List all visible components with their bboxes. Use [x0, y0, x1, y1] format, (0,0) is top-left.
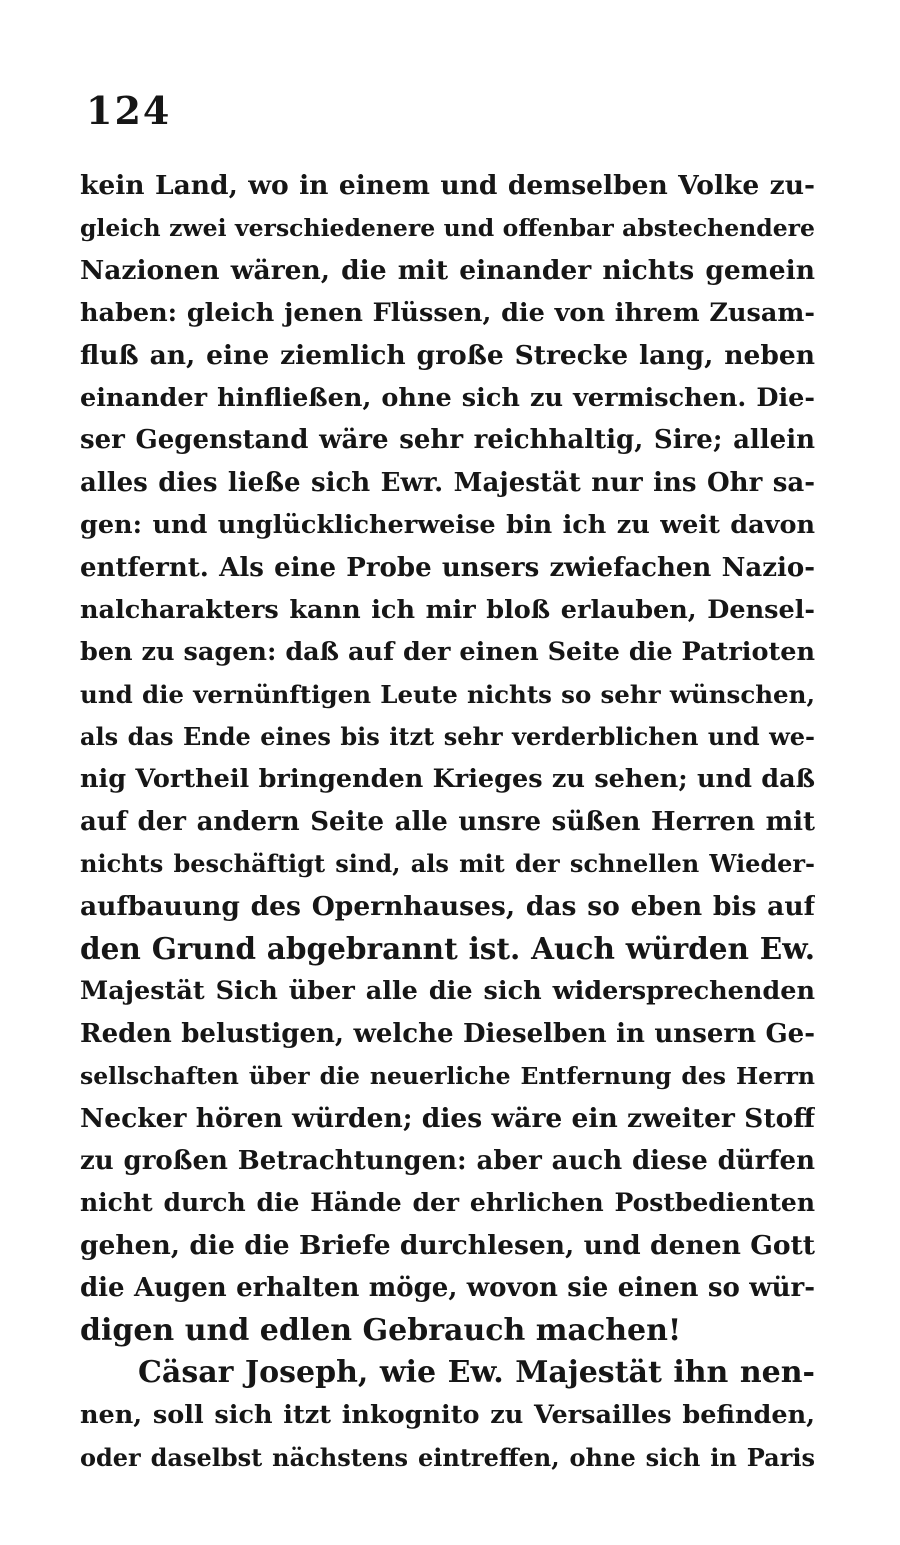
body-text: [80, 165, 815, 1479]
text-line-20: Majestät Sich über alle die sich widersprechenden: [80, 976, 815, 1007]
text-line-21: Reden belustigen, welche Dieselben in unsern Ge-: [80, 1018, 815, 1049]
text-line-5: fluß an, eine ziemlich große Strecke lang, neben: [80, 339, 815, 371]
text-line-28: digen und edlen Gebrauch machen!: [80, 1312, 682, 1348]
text-line-23: Necker hören würden; dies wäre ein zweiter Stoff: [80, 1102, 815, 1134]
text-line-9: gen: und unglücklicherweise bin ich zu weit davon: [80, 510, 815, 541]
text-line-11: nalcharakters kann ich mir bloß erlauben, Densel-: [80, 594, 815, 625]
text-line-25: nicht durch die Hände der ehrlichen Postbedienten: [80, 1188, 815, 1218]
text-line-30: nen, soll sich itzt inkognito zu Versailles befinden,: [80, 1400, 815, 1431]
text-line-27: die Augen erhalten möge, wovon sie einen so wür-: [80, 1273, 815, 1304]
text-line-4: haben: gleich jenen Flüssen, die von ihrem Zusam-: [80, 298, 815, 329]
text-line-7: ser Gegenstand wäre sehr reichhaltig, Sire; allein: [80, 425, 815, 456]
text-line-1: kein Land, wo in einem und demselben Volke zu-: [80, 170, 815, 201]
text-line-18: aufbauung des Opernhauses, das so eben bis auf: [80, 890, 815, 922]
text-line-24: zu großen Betrachtungen: aber auch diese dürfen: [80, 1145, 815, 1176]
text-line-13: und die vernünftigen Leute nichts so sehr wünschen,: [80, 679, 815, 709]
text-line-22: sellschaften über die neuerliche Entfernung des Herrn: [80, 1062, 815, 1091]
text-line-26: gehen, die die Briefe durchlesen, und denen Gott: [80, 1229, 815, 1261]
text-line-31: oder daselbst nächstens eintreffen, ohne sich in Paris: [80, 1442, 815, 1472]
text-line-15: nig Vortheil bringenden Krieges zu sehen; und daß: [80, 764, 815, 795]
text-line-12: ben zu sagen: daß auf der einen Seite die Patrioten: [80, 637, 815, 668]
text-line-2: gleich zwei verschiedenere und offenbar abstechendere: [80, 214, 815, 243]
text-line-14: als das Ende eines bis itzt sehr verderblichen und we-: [80, 722, 815, 752]
text-line-29: Cäsar Joseph, wie Ew. Majestät ihn nen-: [138, 1354, 815, 1390]
text-line-17: nichts beschäftigt sind, als mit der schnellen Wieder-: [80, 849, 815, 879]
text-line-6: einander hinfließen, ohne sich zu vermischen. Die-: [80, 382, 815, 413]
text-line-8: alles dies ließe sich Ewr. Majestät nur ins Ohr sa-: [80, 467, 815, 498]
page-number: 124: [86, 88, 172, 133]
text-line-19: den Grund abgebrannt ist. Auch würden Ew.: [80, 931, 815, 967]
text-line-16: auf der andern Seite alle unsre süßen Herren mit: [80, 806, 815, 837]
text-line-3: Nazionen wären, die mit einander nichts gemein: [80, 254, 815, 286]
text-line-10: entfernt. Als eine Probe unsers zwiefachen Nazio-: [80, 552, 815, 583]
